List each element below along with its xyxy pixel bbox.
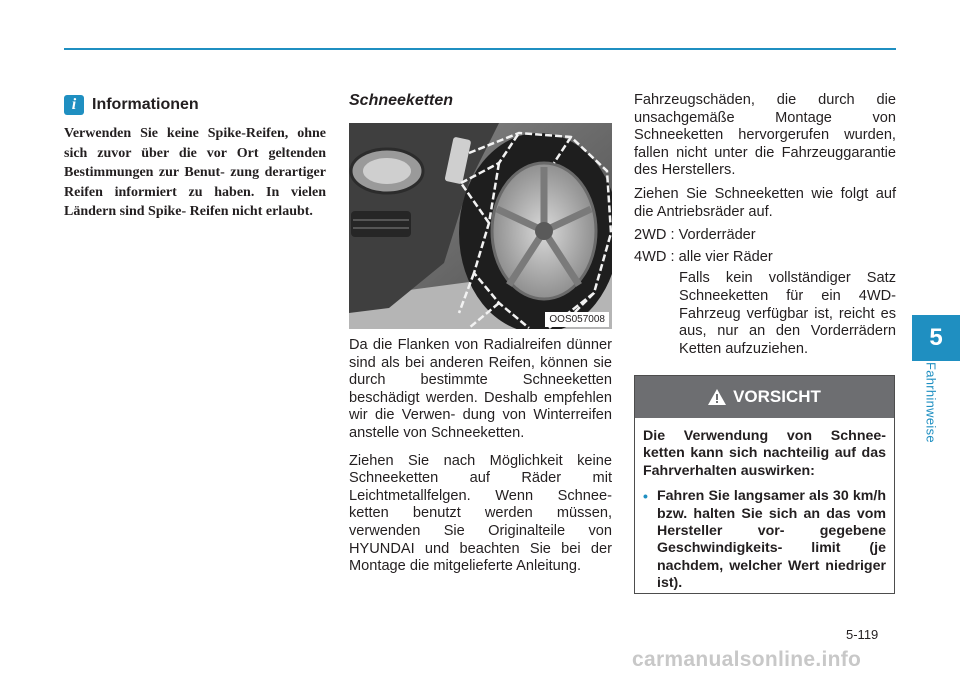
warning-triangle-icon: [708, 389, 726, 405]
caution-bullet-text: Fahren Sie langsamer als 30 km/h bzw. halten Sie sich an das vom Hersteller vor- gegebene Geschwindigkeits- limit (je nachdem, welcher Wert niedriger ist).: [657, 488, 886, 592]
info-icon: i: [64, 95, 84, 115]
snow-chain-photo: [349, 123, 612, 329]
caution-title: VORSICHT: [733, 387, 821, 406]
image-code-label: OOS057008: [545, 312, 609, 327]
info-heading: [64, 94, 199, 116]
warranty-paragraph: Fahrzeugschäden, die durch die unsachgemäße Montage von Schneeketten hervorgerufen wurden, fallen nicht unter die Fahrzeuggarantie des Herstellers.: [634, 92, 896, 179]
chapter-name-label: Fahrhinweise: [923, 362, 939, 443]
right-column-text: [634, 92, 896, 358]
caution-bullet: [643, 488, 886, 592]
snow-chain-illustration: [349, 123, 612, 329]
4wd-note: Falls kein vollständiger Satz Schneeketten für ein 4WD- Fahrzeug verfügbar ist, reicht es aus, nur an den Vorderrädern Ketten aufzuziehen.: [679, 270, 896, 357]
info-title: Informationen: [92, 96, 199, 113]
drive-2wd-line: 2WD : Vorderräder: [634, 227, 756, 244]
caution-body: [635, 418, 894, 593]
info-text: Verwenden Sie keine Spike-Reifen, ohne sich zuvor über die vor Ort geltenden Bestimmungen zur Benut- zung derartiger Reifen informiert zu haben. In vielen Ländern sind Spike- Reifen nicht erlaubt.: [64, 126, 326, 219]
top-rule: [64, 48, 896, 50]
section-title: Schneeketten: [349, 92, 454, 109]
watermark: carmanualsonline.info: [632, 648, 862, 671]
bullet-dot-icon: •: [643, 488, 648, 505]
section-body: [349, 337, 612, 586]
caution-intro: Die Verwendung von Schnee- ketten kann sich nachteilig auf das Fahrverhalten auswirken:: [643, 428, 886, 479]
caution-header: [635, 376, 894, 418]
section-paragraph: Da die Flanken von Radialreifen dünner sind als bei anderen Reifen, können sie durch bestimmte Schneeketten beschädigt werden. Deshalb empfehlen wir die Verwen- dung von Winterreifen anstelle von Schneeketten.: [349, 337, 612, 441]
page-number: 5-119: [846, 627, 879, 642]
drive-4wd-line: 4WD : alle vier Räder: [634, 248, 773, 265]
section-paragraph: Ziehen Sie nach Möglichkeit keine Schneeketten auf Räder mit Leichtmetallfelgen. Wenn Schnee- ketten benutzt werden müssen, verwenden Sie Originalteile von HYUNDAI und beachten Sie bei der Montage die mitgelieferte Anleitung.: [349, 452, 612, 575]
chapter-number-tab: 5: [912, 315, 960, 361]
caution-box: [634, 375, 895, 594]
chapter-name: [921, 362, 941, 456]
mounting-paragraph: Ziehen Sie Schneeketten wie folgt auf die Antriebsräder auf.: [634, 185, 896, 220]
